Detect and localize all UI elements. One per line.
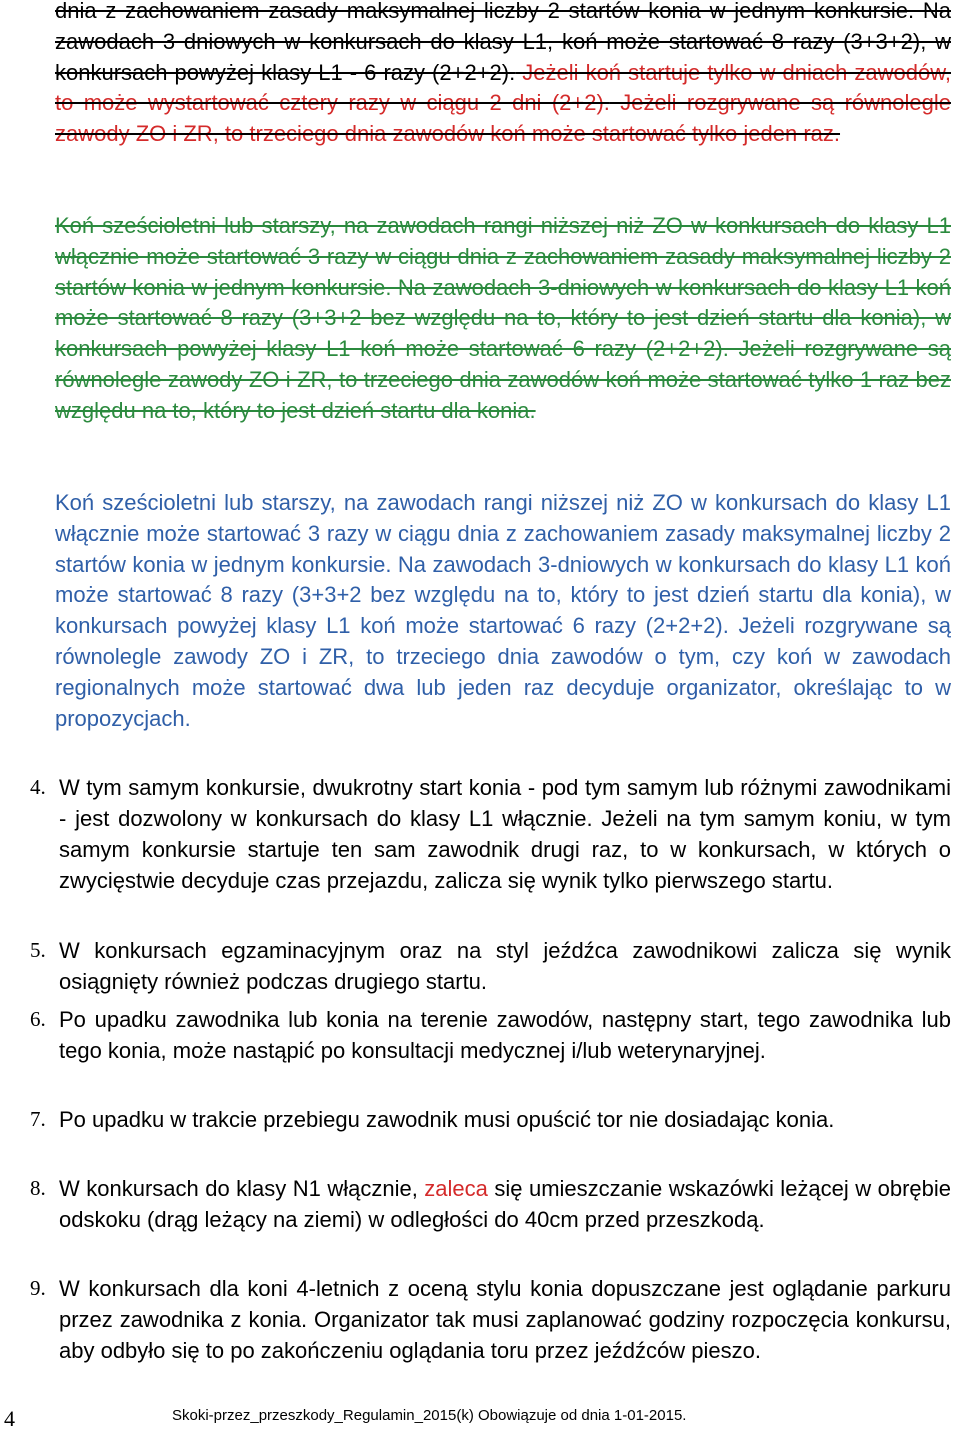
page-number: 4	[4, 1406, 15, 1431]
item-number: 9.	[30, 1276, 46, 1300]
item-text	[59, 1173, 951, 1235]
struck-text-black: dnia z zachowaniem zasady maksymalnej liczby 2 startów konia w jednym konkursie. Na zawodach 3 dniowych w konkursach do klasy L1, koń może startować 8 razy (3+3+2), w konkursach powyżej klasy L1 - 6 razy (2+2+2).	[55, 0, 951, 85]
struck-text-red-1: Jeżeli koń startuje tylko w dniach zawodów, to może wystartować cztery razy w ciągu 2 dni (2+2).	[55, 59, 951, 116]
item-text: W konkursach dla koni 4-letnich z oceną stylu konia dopuszczane jest oglądanie parkuru przez zawodnika z konia. Organizator tak musi zaplanować godziny rozpoczęcia konkursu, aby odbyło się to po zakończeniu oglądania toru przez jeźdźców pieszo.	[59, 1276, 951, 1363]
item-text: Po upadku zawodnika lub konia na terenie zawodów, następny start, tego zawodnika lub tego konia, może nastąpić po konsultacji medycznej i/lub weterynaryjnej.	[59, 1007, 951, 1063]
struck-text-red-2: Jeżeli rozgrywane są równolegle zawody ZO i ZR, to trzeciego dnia zawodów koń może startować tylko jeden raz.	[55, 90, 951, 147]
blue-paragraph: Koń sześcioletni lub starszy, na zawodach rangi niższej niż ZO w konkursach do klasy L1 włącznie może startować 3 razy w ciągu dnia z zachowaniem zasady maksymalnej liczby 2 startów konia w jednym konkursie. Na zawodach 3-dniowych w konkursach do klasy L1 koń może startować 8 razy (3+3+2 bez względu na to, który to jest dzień startu dla konia), w konkursach powyżej klasy L1 koń może startować 6 razy (2+2+2). Jeżeli rozgrywane są równolegle zawody ZO i ZR, to trzeciego dnia zawodów o tym, czy koń w zawodach regionalnych może startować dwa lub jeden raz decyduje organizator, określając to w propozycjach.	[55, 490, 951, 731]
item-number: 7.	[30, 1107, 46, 1131]
item-text: Po upadku w trakcie przebiegu zawodnik musi opuścić tor nie dosiadając konia.	[59, 1107, 835, 1132]
page-footer: Skoki-przez_przeszkody_Regulamin_2015(k) Obowiązuje od dnia 1-01-2015.	[172, 1407, 687, 1424]
item-number: 5.	[30, 938, 46, 962]
green-struck-paragraph: Koń sześcioletni lub starszy, na zawodach rangi niższej niż ZO w konkursach do klasy L1 włącznie może startować 3 razy w ciągu dnia z zachowaniem zasady maksymalnej liczby 2 startów konia w jednym konkursie. Na zawodach 3-dniowych w konkursach do klasy L1 koń może startować 8 razy (3+3+2 bez względu na to, który to jest dzień startu dla konia), w konkursach powyżej klasy L1 koń może startować 6 razy (2+2+2). Jeżeli rozgrywane są równolegle zawody ZO i ZR, to trzeciego dnia zawodów koń może startować tylko 1 raz bez względu na to, który to jest dzień startu dla konia.	[55, 213, 951, 423]
recommendation-highlight: zaleca	[424, 1176, 488, 1201]
item-text-part: W konkursach do klasy N1 włącznie,	[59, 1176, 425, 1201]
item-number: 6.	[30, 1007, 46, 1031]
item-text: W konkursach egzaminacyjnym oraz na styl jeźdźca zawodnikowi zalicza się wynik osiągnięty również podczas drugiego startu.	[59, 938, 951, 994]
item-text-part: się umieszczanie wskazówki leżącej w obrębie odskoku (drąg leżący na ziemi) w odległości do 40cm przed przeszkodą.	[59, 1176, 952, 1232]
item-text: W tym samym konkursie, dwukrotny start konia - pod tym samym lub różnymi zawodnikami - jest dozwolony w konkursach do klasy L1 włącznie. Jeżeli na tym samym koniu, w tym samym konkursie startuje ten sam zawodnik drugi raz, to w konkursach, w których o zwycięstwie decyduje czas przejazdu, zalicza się wynik tylko pierwszego startu.	[59, 775, 951, 893]
item-number: 8.	[30, 1176, 46, 1200]
struck-paragraph	[55, 0, 951, 150]
item-number: 4.	[30, 775, 46, 799]
